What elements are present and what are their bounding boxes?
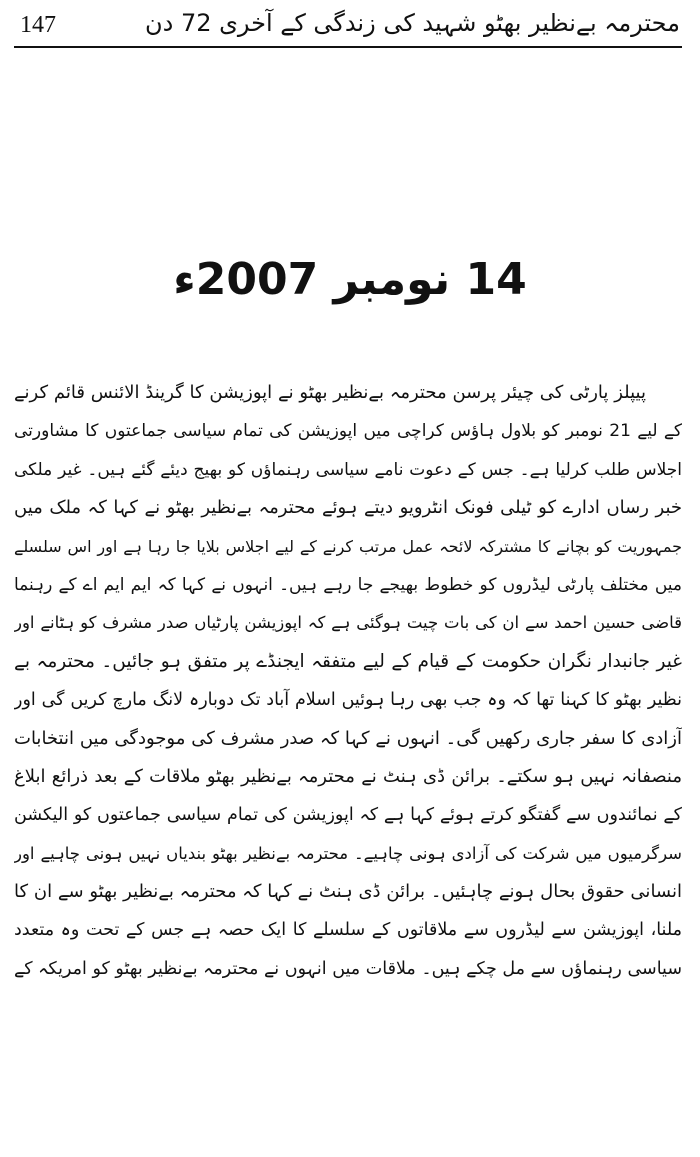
text-line: غیر جانبدار نگران حکومت کے قیام کے لیے متفقہ ایجنڈے پر متفق ہو جائیں۔ محترمہ بے — [14, 650, 682, 672]
text-line: انسانی حقوق بحال ہونے چاہئیں۔ برائن ڈی ہنٹ نے کہا کہ محترمہ بےنظیر بھٹو سے ان کا — [14, 881, 682, 903]
text-line: نظیر بھٹو کا کہنا تھا کہ وہ جب بھی رہا ہوئیں اسلام آباد تک دوبارہ لانگ مارچ کریں گی اور — [14, 690, 682, 711]
text-line: ملنا، اپوزیشن سے لیڈروں سے ملاقاتوں کے سلسلے کا ایک حصہ ہے جس کے تحت وہ متعدد — [14, 920, 682, 941]
body-paragraph — [14, 374, 682, 988]
page-number: 147 — [20, 12, 56, 38]
text-line: آزادی کا سفر جاری رکھیں گی۔ انہوں نے کہا کہ صدر مشرف کی موجودگی میں انتخابات — [14, 727, 682, 749]
text-line: میں مختلف پارٹی لیڈروں کو خطوط بھیجے جا رہے ہیں۔ انہوں نے کہا کہ ایم ایم اے کے رہنما — [14, 574, 682, 595]
running-title: محترمہ بےنظیر بھٹو شہید کی زندگی کے آخری 72 دن — [144, 9, 680, 37]
page-header — [14, 0, 682, 48]
chapter-title: 14 نومبر 2007ء — [173, 254, 527, 305]
text-line: کے لیے 21 نومبر کو بلاول ہاؤس کراچی میں اپوزیشن کی تمام سیاسی جماعتوں کا مشاورتی — [14, 421, 682, 442]
text-line: سیاسی رہنماؤں سے مل چکے ہیں۔ ملاقات میں انہوں نے محترمہ بےنظیر بھٹو کو امریکہ کے — [14, 958, 682, 979]
text-line: سرگرمیوں میں شرکت کی آزادی ہونی چاہیے۔ محترمہ بےنظیر بھٹو بندیاں نہیں ہونی چاہیے اور — [14, 843, 682, 863]
text-line: قاضی حسین احمد سے ان کی بات چیت ہوگئی ہے کہ اپوزیشن پارٹیاں صدر مشرف کو ہٹانے اور — [14, 613, 682, 633]
text-line: اجلاس طلب کرلیا ہے۔ جس کے دعوت نامے سیاسی رہنماؤں کو بھیج دیئے گئے ہیں۔ غیر ملکی — [14, 459, 682, 480]
text-line: جمہوریت کو بچانے کا مشترکہ لائحہ عمل مرتب کرنے کے لیے اجلاس بلایا جا رہا ہے اور اس سلسلے — [14, 536, 682, 556]
text-line: منصفانہ نہیں ہو سکتے۔ برائن ڈی ہنٹ نے محترمہ بےنظیر بھٹو ملاقات کے بعد ذرائع ابلاغ — [14, 765, 682, 787]
text-line: پیپلز پارٹی کی چیئر پرسن محترمہ بےنظیر بھٹو نے اپوزیشن کا گرینڈ الائنس قائم کرنے — [14, 382, 646, 403]
text-line: کے نمائندوں سے گفتگو کرتے ہوئے کہا ہے کہ اپوزیشن کی تمام سیاسی جماعتوں کو الیکشن — [14, 805, 682, 826]
text-line: خبر رساں ادارے کو ٹیلی فونک انٹرویو دیتے ہوئے محترمہ بےنظیر بھٹو نے کہا کہ ملک میں — [14, 497, 682, 519]
